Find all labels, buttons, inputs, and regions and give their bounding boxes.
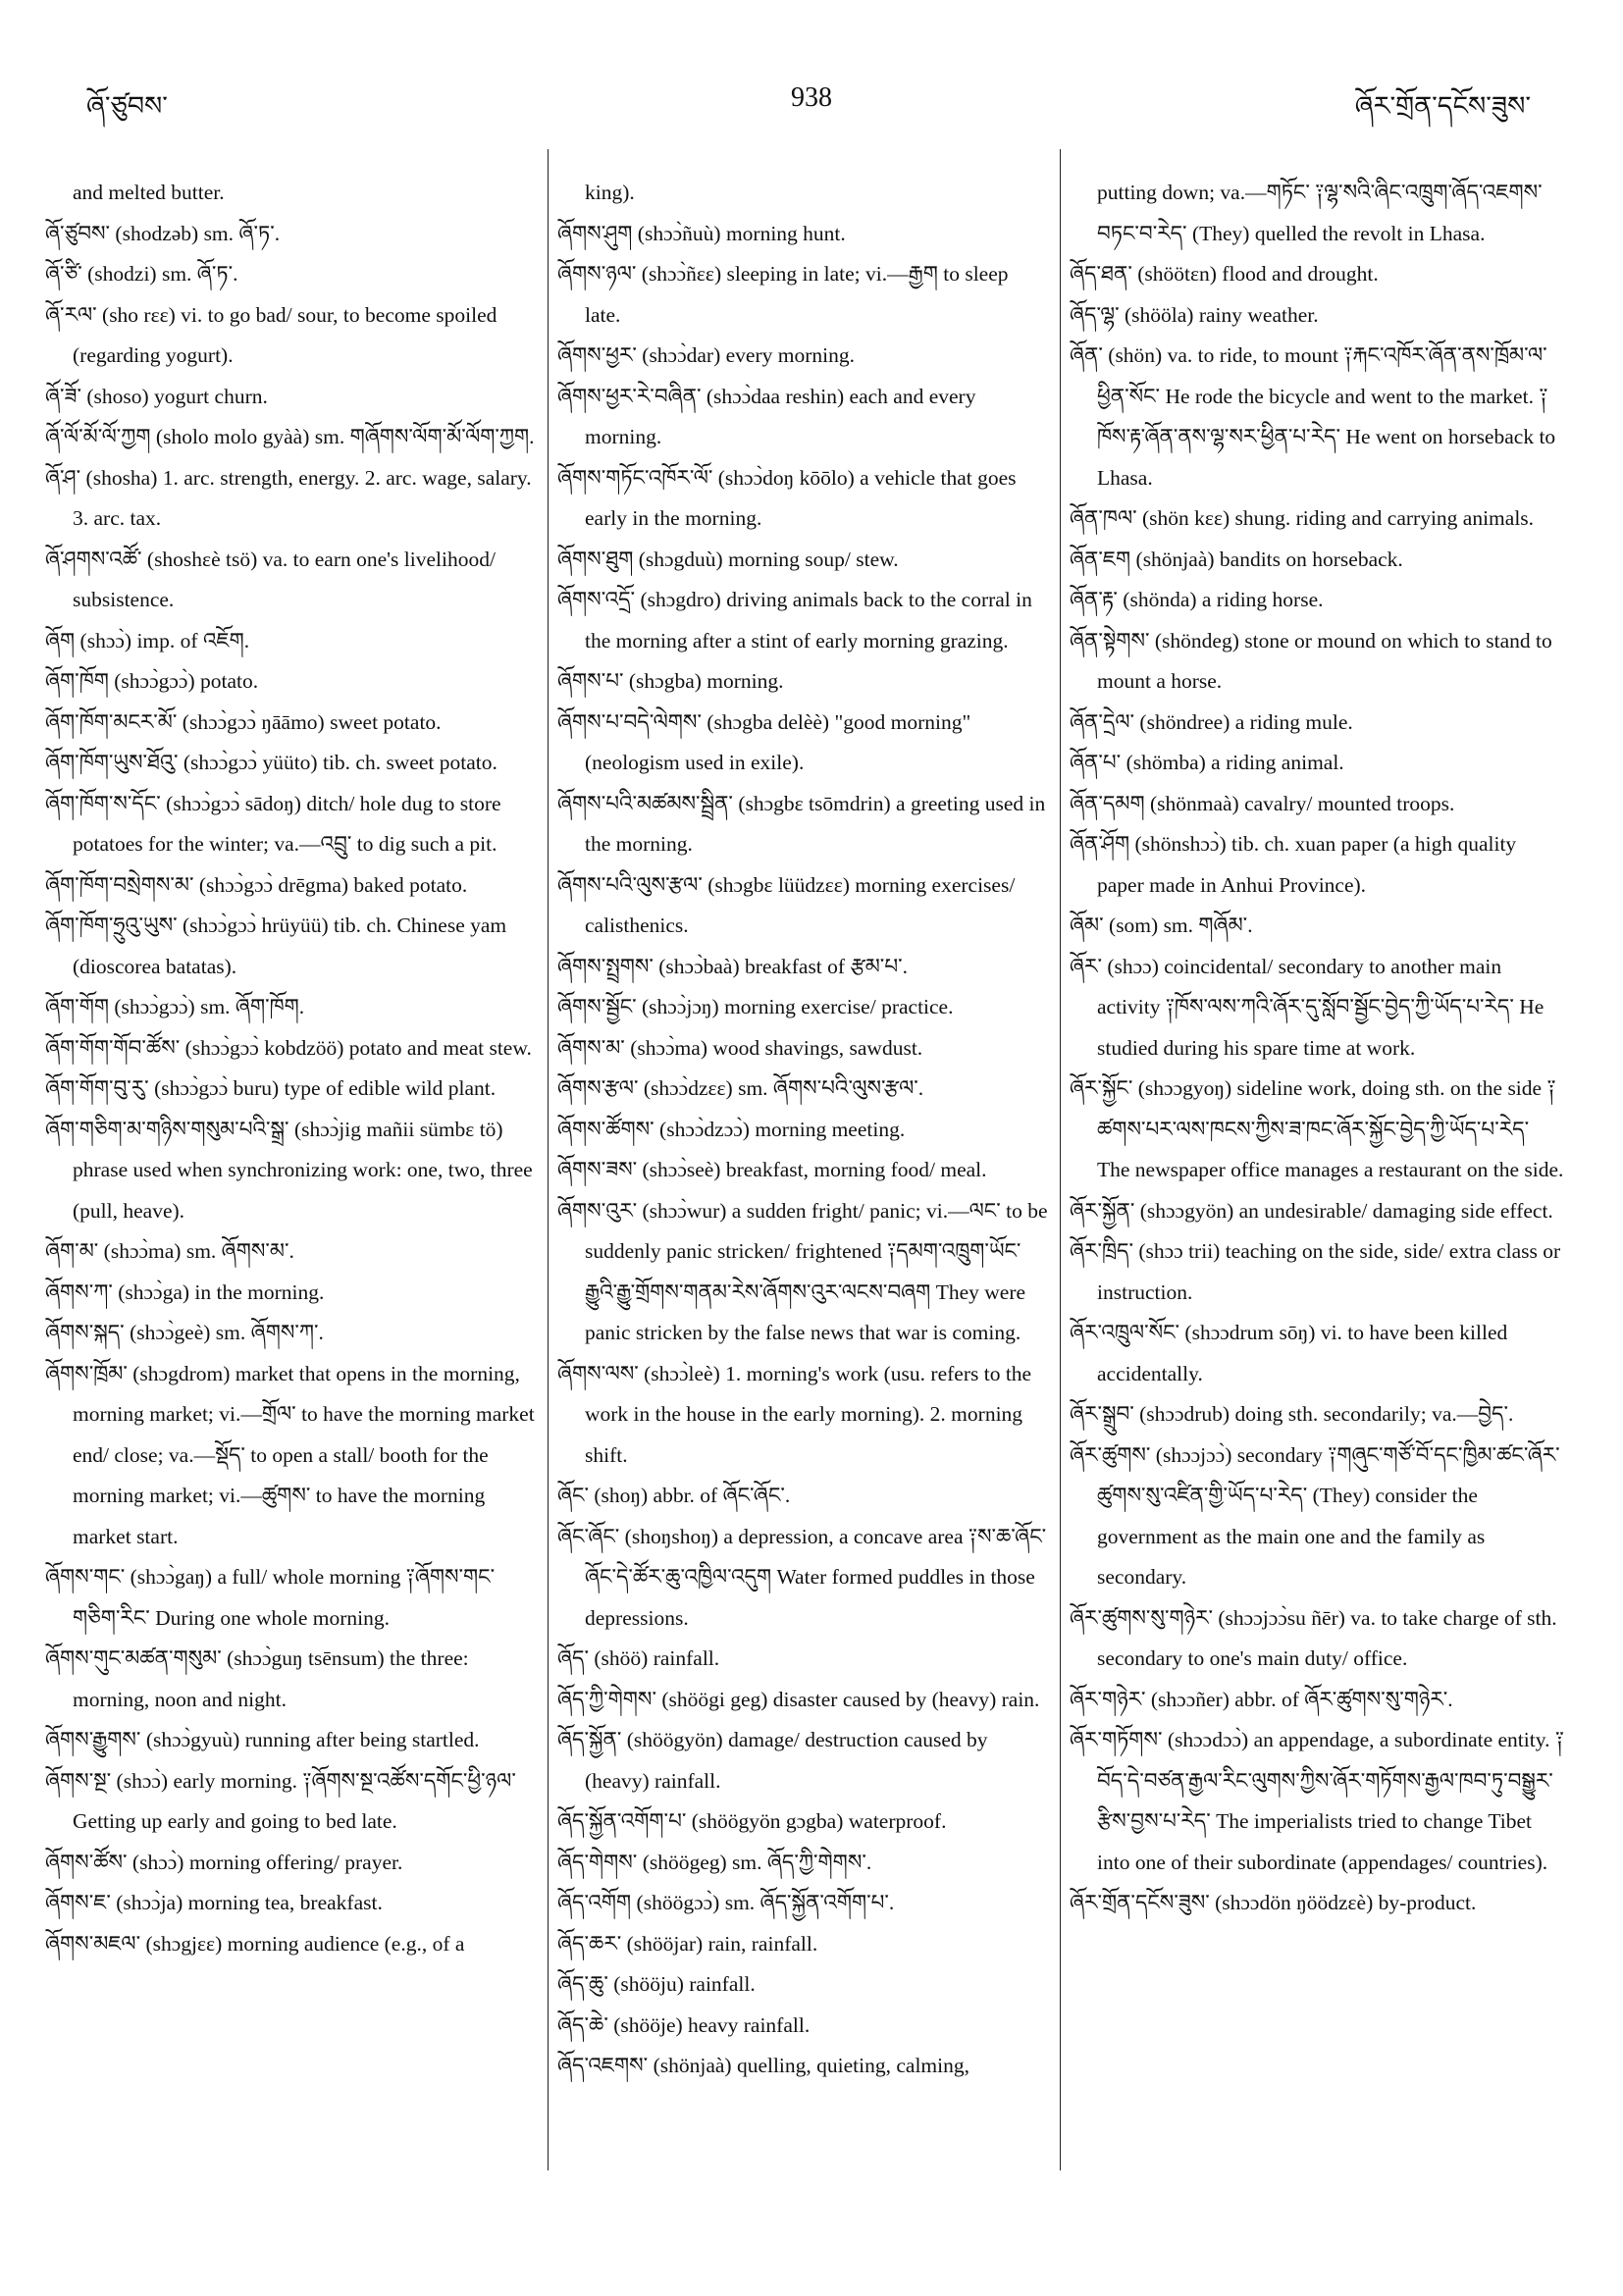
dictionary-entry: ཞོན་ (shön) va. to ride, to mount ༑རྐང་འཁོར་ཞོན་ནས་ཁྲོམ་ལ་ཕྱིན་སོང་ He rode the bicycle and went to the market. ༑ཁོས་རྟ་ཞོན་ནས་ལྷ་སར་ཕྱིན་པ་རེད་ He went on horseback to Lhasa.	[1070, 343, 1556, 490]
dictionary-entry: ཞོར་ཁྲིད་ (shɔɔ trii) teaching on the side, side/ extra class or instruction.	[1070, 1239, 1561, 1304]
dictionary-entry: ཞོག་ཁོག་མངར་མོ་ (shɔɔ̀gɔɔ̀ ŋāāmo) sweet potato.	[45, 709, 442, 734]
dictionary-entry: ཞོར་གཏོགས་ (shɔɔdɔɔ̀) an appendage, a subordinate entity. ༑བོད་དེ་བཙན་རྒྱལ་རིང་ལུགས་ཀྱིས་ཞོར་གཏོགས་རྒྱལ་ཁབ་ཏུ་བསྒྱུར་རྩིས་བྱས་པ་རེད་ The imperialists tried to change Tibet into one of their subordinate (appendages/ countries).	[1070, 1728, 1564, 1874]
dictionary-entry: ཞོགས་ཚོགས་ (shɔɔ̀dzɔɔ̀) morning meeting.	[557, 1117, 906, 1141]
dictionary-entry: ཞོགས་རྒྱུགས་ (shɔɔ̀gyuù) running after being startled.	[45, 1728, 480, 1751]
dictionary-entry: ཞོད་འགོག (shöögɔɔ̀) sm. ཞོད་སྐྱོན་འགོག་པ་.	[557, 1891, 895, 1914]
dictionary-entry: ཞོན་ཤོག (shönshɔɔ̀) tib. ch. xuan paper (a high quality paper made in Anhui Province).	[1070, 832, 1517, 897]
dictionary-column-3	[1070, 173, 1565, 1924]
running-head-left: ཞོ་ཙུབས་	[86, 91, 168, 121]
dictionary-entry: ཞོགས་ཀ་ (shɔɔ̀ga) in the morning.	[45, 1279, 325, 1304]
dictionary-entry: ཞོར་གྲོན་དངོས་ཟུས་ (shɔɔdön ŋöödzεè) by-product.	[1070, 1891, 1477, 1914]
dictionary-entry: ཞོན་ཁལ་ (shön kεε) shung. riding and carrying animals.	[1070, 506, 1535, 530]
dictionary-column-1	[45, 173, 541, 1964]
dictionary-entry: ཞོམ་ (som) sm. གཞོམ་.	[1070, 913, 1253, 937]
dictionary-entry: ཞོན་ཇག (shönjaà) bandits on horseback.	[1070, 547, 1403, 571]
dictionary-entry: ཞོག (shɔɔ̀) imp. of འཇོག.	[45, 628, 250, 652]
dictionary-entry: ཞོན་དྲེལ་ (shöndree) a riding mule.	[1070, 709, 1353, 734]
dictionary-entry: ཞོག་ཁོག་བསྲེགས་མ་ (shɔɔ̀gɔɔ̀ drēgma) baked potato.	[45, 872, 468, 897]
dictionary-entry: ཞོག་མ་ (shɔɔ̀ma) sm. ཞོགས་མ་.	[45, 1239, 294, 1263]
dictionary-entry: ཞོག་གཅིག་མ་གཉིས་གསུམ་པའི་སྒྲ་ (shɔɔ̀jig mañii sümbε tö) phrase used when synchronizing work: one, two, three (pull, heave).	[45, 1117, 533, 1223]
dictionary-entry: ཞོད་ཀྱི་གེགས་ (shöögi geg) disaster caused by (heavy) rain.	[557, 1687, 1040, 1711]
dictionary-entry: ཞོད་གེགས་ (shöögeg) sm. ཞོད་ཀྱི་གེགས་.	[557, 1850, 872, 1874]
dictionary-entry: ཞོགས་སྤྲགས་ (shɔɔ̀baà) breakfast of རྩམ་པ་.	[557, 954, 908, 978]
dictionary-entry: putting down; va.—གཏོང་ ༑ལྷ་སའི་ཞིང་འཁྲུག་ཞོད་འཇགས་བཏང་བ་རེད་ (They) quelled the revolt in Lhasa.	[1097, 181, 1543, 245]
dictionary-entry: ཞོག་གོག་གོབ་ཚོས་ (shɔɔ̀gɔɔ̀ kobdzöö) potato and meat stew.	[45, 1035, 532, 1060]
dictionary-entry: ཞོགས་པའི་ལུས་རྩལ་ (shɔgbε lüüdzεε) morning exercises/ calisthenics.	[557, 872, 1016, 937]
column-divider	[1060, 149, 1061, 2170]
dictionary-entry: ཞོད་ཆར་ (shööjar) rain, rainfall.	[557, 1931, 818, 1956]
dictionary-entry: ཞོགས་སྐད་ (shɔɔ̀geè) sm. ཞོགས་ཀ་.	[45, 1321, 324, 1344]
dictionary-entry: ཞོགས་གུང་མཚན་གསུམ་ (shɔɔ̀guŋ tsēnsum) the three: morning, noon and night.	[45, 1646, 469, 1711]
dictionary-entry: ཞོགས་ཁྲོམ་ (shɔgdrom) market that opens in the morning, morning market; vi.—གྲོལ་ to have the morning market end/ close; va.—སྡོད་ to open a stall/ booth for the morning market; vi.—ཚུགས་ to have the morning market start.	[45, 1361, 535, 1548]
dictionary-entry: ཞོན་དམག (shönmaà) cavalry/ mounted troops.	[1070, 791, 1455, 815]
dictionary-entry: ཞོ་ཙི་ (shodzi) sm. ཞོ་ཏ་.	[45, 262, 238, 286]
dictionary-entry: ཞོ་ཤགས་འཚོ་ (shoshεè tsö) va. to earn one's livelihood/ subsistence.	[45, 547, 496, 611]
dictionary-entry: ཞོན་པ་ (shömba) a riding animal.	[1070, 751, 1344, 774]
dictionary-entry: ཞོགས་ཤུག (shɔɔ̀ñuù) morning hunt.	[557, 221, 846, 245]
dictionary-entry: ཞོང་ (shoŋ) abbr. of ཞོང་ཞོང་.	[557, 1484, 791, 1507]
dictionary-entry: ཞོགས་ཟས་ (shɔɔ̀seè) breakfast, morning food/ meal.	[557, 1158, 987, 1181]
dictionary-entry: ཞོ་ཤ་ (shosha) 1. arc. strength, energy. 2. arc. wage, salary. 3. arc. tax.	[45, 465, 532, 530]
dictionary-entry: ཞོད་ཆུ་ (shööju) rainfall.	[557, 1972, 756, 1996]
column-divider	[548, 149, 549, 2170]
dictionary-entry: ཞོར་འཁྲུལ་སོང་ (shɔɔdrum sōŋ) vi. to have been killed accidentally.	[1070, 1321, 1508, 1385]
dictionary-entry: ཞོགས་ཐུག (shɔgduù) morning soup/ stew.	[557, 547, 899, 571]
dictionary-entry: ཞོག་ཁོག (shɔɔ̀gɔɔ̀) potato.	[45, 669, 259, 693]
dictionary-entry: ཞོ་ཟོ་ (shoso) yogurt churn.	[45, 384, 268, 408]
dictionary-entry: ཞོར་ཚུགས་སུ་གཉེར་ (shɔɔjɔɔ̀su ñēr) va. to take charge of sth. secondary to one's main duty/ office.	[1070, 1605, 1557, 1670]
dictionary-entry: ཞོགས་པའི་མཚམས་སྦྲིན་ (shɔgbε tsōmdrin) a greeting used in the morning.	[557, 791, 1046, 856]
dictionary-entry: ཞོན་རྟ་ (shönda) a riding horse.	[1070, 588, 1324, 611]
dictionary-entry: ཞོགས་ཕྱར་ (shɔɔ̀dar) every morning.	[557, 343, 855, 367]
dictionary-entry: ཞོ་ཙུབས་ (shodzəb) sm. ཞོ་ཏ་.	[45, 221, 281, 245]
dictionary-entry: ཞོག་ཁོག་ཡུས་ཐོའུ་ (shɔɔ̀gɔɔ̀ yüüto) tib. ch. sweet potato.	[45, 751, 497, 774]
dictionary-entry: ཞོར་གཉེར་ (shɔɔñer) abbr. of ཞོར་ཚུགས་སུ་གཉེར་.	[1070, 1687, 1453, 1711]
dictionary-entry: ཞོགས་ཇ་ (shɔɔ̀ja) morning tea, breakfast.	[45, 1891, 383, 1914]
dictionary-entry: and melted butter.	[73, 181, 225, 204]
dictionary-entry: ཞོགས་རྩལ་ (shɔɔ̀dzεε) sm. ཞོགས་པའི་ལུས་རྩལ་.	[557, 1076, 924, 1100]
running-head-right: ཞོར་གྲོན་དངོས་ཟུས་	[1354, 91, 1531, 121]
dictionary-entry: ཞོར་སྐྱོང་ (shɔɔgyoŋ) sideline work, doing sth. on the side ༑ཚགས་པར་ལས་ཁངས་ཀྱིས་ཟ་ཁང་ཞོར་སྐྱོང་བྱེད་ཀྱི་ཡོད་པ་རེད་ The newspaper office manages a restaurant on the side.	[1070, 1076, 1564, 1181]
dictionary-entry: ཞོག་ཁོག་ས་དོང་ (shɔɔ̀gɔɔ̀ sādoŋ) ditch/ hole dug to store potatoes for the winter; va.—འབྲུ་ to dig such a pit.	[45, 791, 501, 856]
dictionary-entry: ཞོར་ (shɔɔ) coincidental/ secondary to another main activity ༑ཁོས་ལས་ཀའི་ཞོར་དུ་སློབ་སྦྱོང་བྱེད་ཀྱི་ཡོད་པ་རེད་ He studied during his spare time at work.	[1070, 954, 1544, 1060]
dictionary-entry: ཞོགས་པ་ (shɔgba) morning.	[557, 669, 784, 693]
dictionary-entry: ཞོགས་མ་ (shɔɔ̀ma) wood shavings, sawdust.	[557, 1035, 923, 1060]
dictionary-entry: ཞོགས་གཏོང་འཁོར་ལོ་ (shɔɔ̀doŋ kōōlo) a vehicle that goes early in the morning.	[557, 465, 1017, 530]
dictionary-entry: ཞོགས་པ་བདེ་ལེགས་ (shɔgba delèè) "good morning" (neologism used in exile).	[557, 709, 971, 774]
dictionary-entry: ཞོད་ཆེ་ (shööje) heavy rainfall.	[557, 2012, 811, 2037]
dictionary-entry: ཞོགས་གང་ (shɔɔ̀gaŋ) a full/ whole morning ༑ཞོགས་གང་གཅིག་རིང་ During one whole morning.	[45, 1565, 496, 1630]
dictionary-entry: ཞོག་གོག་བུ་རུ་ (shɔɔ̀gɔɔ̀ buru) type of edible wild plant.	[45, 1076, 497, 1100]
dictionary-column-2	[557, 173, 1048, 2087]
dictionary-entry: ཞོ་ལོ་མོ་ལོ་ཀྱག (sholo molo gyàà) sm. གཞོགས་ལོག་མོ་ལོག་ཀྱག.	[45, 425, 535, 448]
dictionary-entry: ཞོགས་ཚོས་ (shɔɔ̀) morning offering/ prayer.	[45, 1850, 403, 1874]
dictionary-entry: ཞོགས་འུར་ (shɔɔ̀wur) a sudden fright/ panic; vi.—ལང་ to be suddenly panic stricken/ frightened ༑དམག་འཁྲུག་ཡོང་རྒྱུའི་རྒྱུ་གྲོགས་གནམ་རེས་ཞོགས་འུར་ལངས་བཞག They were panic stricken by the false news that war is coming.	[557, 1198, 1048, 1344]
dictionary-entry: ཞོག་ཁོག་ཧྲུའུ་ཡུས་ (shɔɔ̀gɔɔ̀ hrüyüü) tib. ch. Chinese yam (dioscorea batatas).	[45, 913, 507, 978]
dictionary-entry: ཞོགས་འདྲོ་ (shɔgdro) driving animals back to the corral in the morning after a stint of early morning grazing.	[557, 588, 1032, 652]
dictionary-entry: ཞོགས་སྔ་ (shɔɔ̀) early morning. ༑ཞོགས་སྔ་འཚོས་དགོང་ཕྱི་ཉལ་ Getting up early and going to bed late.	[45, 1768, 516, 1833]
dictionary-entry: ཞོད་ཐན་ (shöötεn) flood and drought.	[1070, 262, 1379, 286]
dictionary-entry: ཞོགས་མཇལ་ (shɔgjεε) morning audience (e.g., of a	[45, 1931, 465, 1956]
dictionary-entry: king).	[585, 181, 635, 204]
dictionary-entry: ཞོ་རལ་ (sho rεε) vi. to go bad/ sour, to become spoiled (regarding yogurt).	[45, 302, 497, 367]
dictionary-entry: ཞོག་གོག (shɔɔ̀gɔɔ̀) sm. ཞོག་ཁོག.	[45, 995, 305, 1018]
dictionary-entry: ཞོར་ཚུགས་ (shɔɔjɔɔ̀) secondary ༑གཞུང་གཙོ་བོ་དང་ཁྱིམ་ཚང་ཞོར་ཚུགས་སུ་འཛིན་གྱི་ཡོད་པ་རེད་ (They) consider the government as the main one and the family as secondary.	[1070, 1442, 1560, 1589]
dictionary-entry: ཞོང་ཞོང་ (shoŋshoŋ) a depression, a concave area ༑ས་ཆ་ཞོང་ཞོང་དེ་ཚོར་ཆུ་འཁྱིལ་འདུག Water formed puddles in those depressions.	[557, 1524, 1047, 1630]
dictionary-entry: ཞོད་ལྷ་ (shööla) rainy weather.	[1070, 302, 1319, 327]
dictionary-entry: ཞོད་ (shöö) rainfall.	[557, 1646, 720, 1670]
dictionary-entry: ཞོར་སྐྱོན་ (shɔɔgyön) an undesirable/ damaging side effect.	[1070, 1198, 1553, 1223]
dictionary-entry: ཞོགས་སྦྱོང་ (shɔɔ̀jɔŋ) morning exercise/ practice.	[557, 995, 954, 1018]
dictionary-entry: ཞོད་སྐྱོན་ (shöögyön) damage/ destruction caused by (heavy) rainfall.	[557, 1728, 988, 1793]
dictionary-entry: ཞོན་སྟེགས་ (shöndeg) stone or mound on which to stand to mount a horse.	[1070, 628, 1552, 693]
dictionary-entry: ཞོགས་ཕྱར་རེ་བཞིན་ (shɔɔ̀daa reshin) each and every morning.	[557, 384, 976, 448]
dictionary-entry: ཞོད་འཇགས་ (shönjaà) quelling, quieting, calming,	[557, 2054, 969, 2077]
dictionary-entry: ཞོགས་ལས་ (shɔɔ̀leè) 1. morning's work (usu. refers to the work in the house in the early morning). 2. morning shift.	[557, 1361, 1032, 1467]
dictionary-entry: ཞོར་སྒྲུབ་ (shɔɔdrub) doing sth. secondarily; va.—བྱེད་.	[1070, 1402, 1514, 1426]
dictionary-entry: ཞོད་སྐྱོན་འགོག་པ་ (shöögyön gɔgba) waterproof.	[557, 1809, 947, 1833]
dictionary-entry: ཞོགས་ཉལ་ (shɔɔ̀ñεε) sleeping in late; vi.—རྒྱག to sleep late.	[557, 262, 1009, 327]
page-number: 938	[791, 82, 832, 113]
